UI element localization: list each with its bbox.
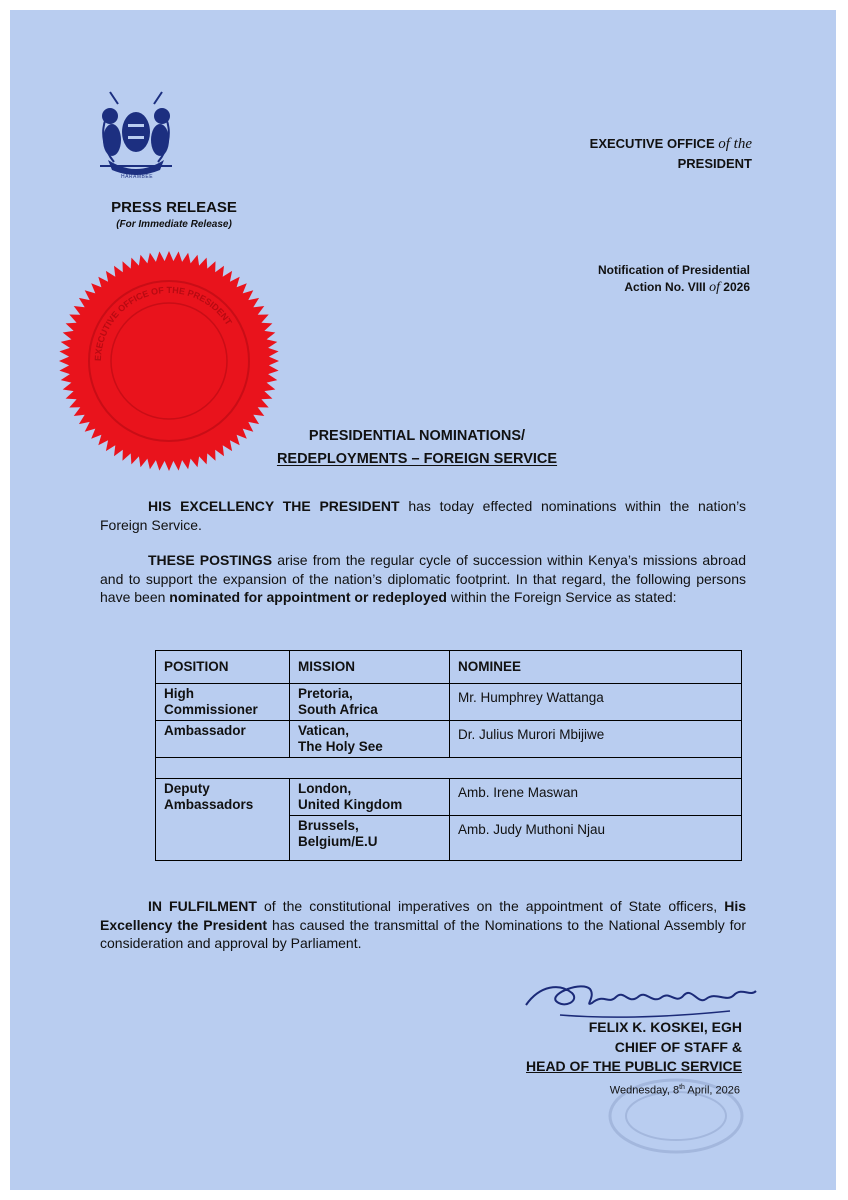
p2-text1: arise from the regular cycle of succession within Kenya’s missions abroad and to support the expansion of the nation’s diplomatic footprint. In that regard, the following persons have been xyxy=(100,552,746,605)
seal-ring-text: EXECUTIVE OFFICE OF THE PRESIDENT xyxy=(92,284,234,362)
p3-bold: IN FULFILMENT xyxy=(148,898,257,914)
table-row xyxy=(156,684,742,721)
cell-nominee: Amb. Judy Muthoni Njau xyxy=(450,816,742,861)
notification-line1: Notification of Presidential xyxy=(597,263,750,277)
p3-text1: of the constitutional imperatives on the appointment of State officers, xyxy=(256,898,725,914)
signatory-name: FELIX K. KOSKEI, EGH xyxy=(588,1019,742,1035)
cell-mission: Pretoria, South Africa xyxy=(290,684,450,721)
nominations-table xyxy=(155,650,742,861)
executive-office-title xyxy=(590,134,752,173)
notification-action: Action No. VIII xyxy=(624,280,706,294)
header-mission: MISSION xyxy=(290,651,450,684)
cell-mission: Brussels, Belgium/E.U xyxy=(290,816,450,861)
cell-position: High Commissioner xyxy=(156,684,290,721)
notification-of: of xyxy=(709,280,720,295)
header-nominee: NOMINEE xyxy=(450,651,742,684)
table-row xyxy=(156,779,742,816)
press-release-label xyxy=(95,199,253,230)
p2-bold: THESE POSTINGS xyxy=(148,552,273,568)
paragraph-2 xyxy=(100,551,746,607)
document-heading xyxy=(238,425,596,471)
cell-mission: London, United Kingdom xyxy=(290,779,450,816)
press-release-subtitle: (For Immediate Release) xyxy=(116,219,232,230)
exec-office-text: EXECUTIVE OFFICE xyxy=(589,136,715,151)
table-spacer-row xyxy=(156,758,742,779)
cell-mission: Vatican, The Holy See xyxy=(290,721,450,758)
p2-text2: within the Foreign Service as stated: xyxy=(446,589,677,605)
table-header-row xyxy=(156,651,742,684)
p3-text2: has caused the transmittal of the Nominations to the National Assembly for consideration and approval by Parliament. xyxy=(100,916,746,951)
signatory-title2: HEAD OF THE PUBLIC SERVICE xyxy=(526,1058,742,1074)
cell-nominee: Amb. Irene Maswan xyxy=(450,779,742,816)
notification-number xyxy=(598,262,750,296)
p1-bold: HIS EXCELLENCY THE PRESIDENT xyxy=(148,498,400,514)
cell-position: Ambassador xyxy=(156,721,290,758)
exec-office-of: of the xyxy=(718,136,752,152)
heading-line2: REDEPLOYMENTS – FOREIGN SERVICE xyxy=(276,451,558,467)
press-release-title: PRESS RELEASE xyxy=(111,199,237,216)
handwritten-signature xyxy=(520,975,760,1023)
p1-text: has today effected nominations within the nation’s Foreign Service. xyxy=(100,498,746,533)
heading-line1: PRESIDENTIAL NOMINATIONS/ xyxy=(308,428,526,444)
signature-block xyxy=(526,1018,742,1077)
coat-of-arms-motto: HARAMBEE xyxy=(120,174,154,180)
coat-of-arms-emblem xyxy=(88,88,184,180)
signatory-title1: CHIEF OF STAFF & xyxy=(614,1038,742,1055)
paragraph-3 xyxy=(100,897,746,953)
cell-nominee: Mr. Humphrey Wattanga xyxy=(450,684,742,721)
table-row xyxy=(156,721,742,758)
paragraph-1 xyxy=(100,497,746,534)
p3-bold2: His Excellency the President xyxy=(100,898,747,933)
header-position: POSITION xyxy=(156,651,290,684)
cell-nominee: Dr. Julius Murori Mbijiwe xyxy=(450,721,742,758)
cell-position: Deputy Ambassadors xyxy=(156,779,290,861)
exec-office-president: PRESIDENT xyxy=(677,156,752,171)
notification-year: 2026 xyxy=(723,280,750,294)
p2-bold2: nominated for appointment or redeployed xyxy=(169,589,447,605)
release-date: Wednesday, 8th April, 2026 xyxy=(609,1084,740,1097)
